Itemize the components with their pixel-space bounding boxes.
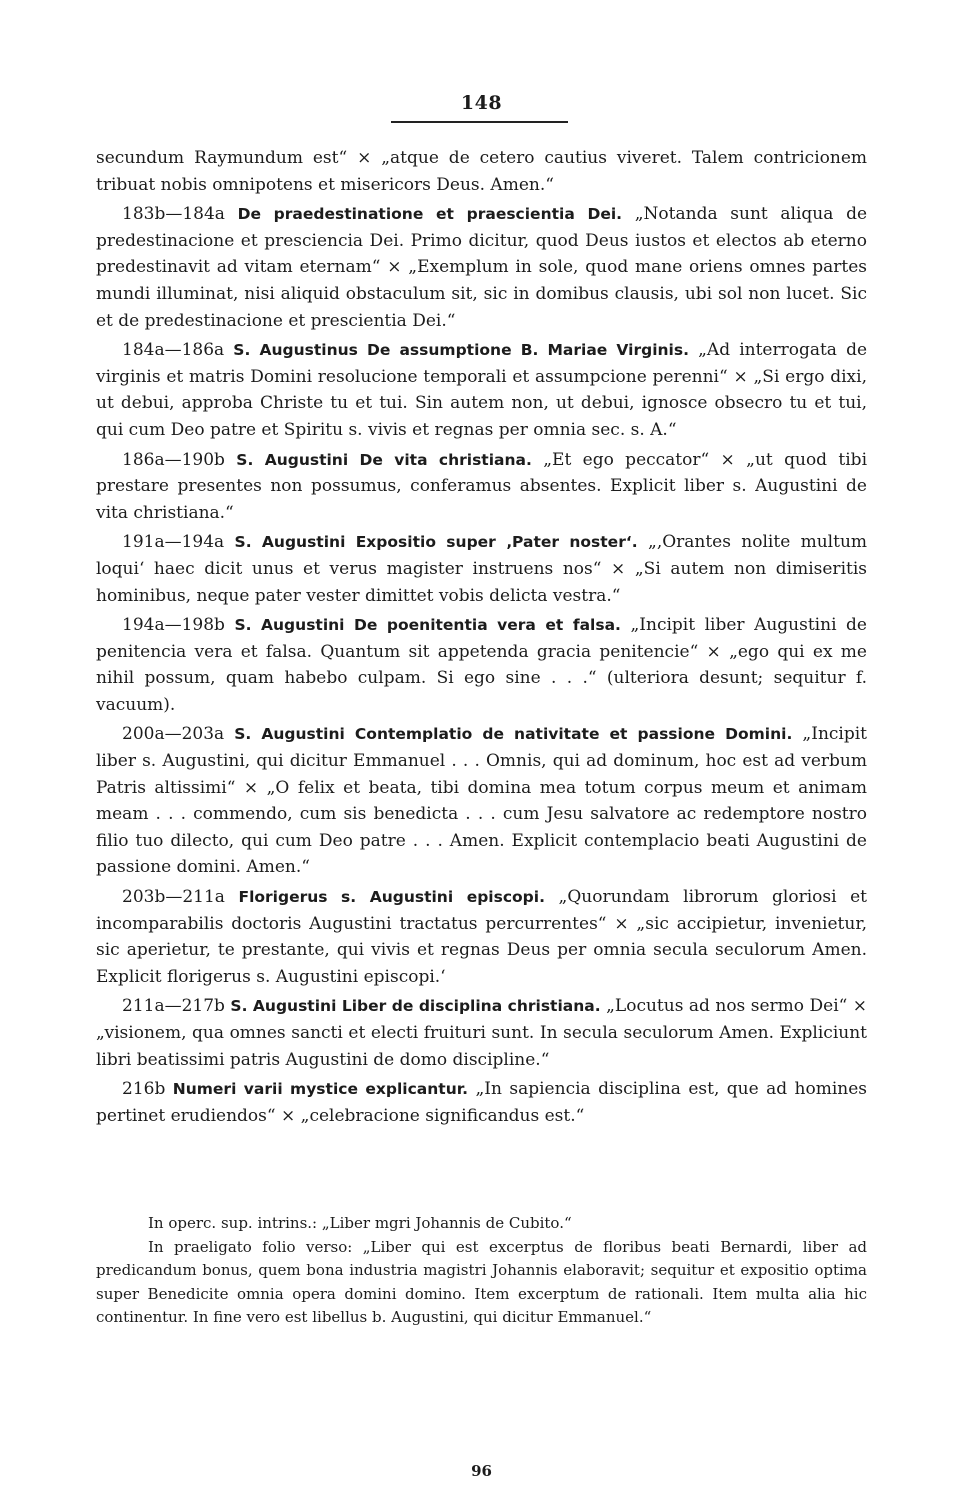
entry-title: Florigerus s. Augustini episcopi. [238,888,545,907]
folio-reference: 211a—217b [122,996,225,1017]
note-flyleaf: In praeligato folio verso: „Liber qui est excerptus de floribus beati Bernardi, liber ad predicandum bonus, quem bona industria magistri Johannis elaboravit; sequitur et expositio optima super Benedicite omnia opera domini domino. Item excerptum de rationali. Item multa alia hic continentur. In fine vero est libellus b. Augustini, qui dicitur Emmanuel.“ [96,1237,867,1326]
entry-text: „‚Orantes nolite multum loqui‘ haec dicit unus et verus magister instruens nos“ × „Si autem non dimiseritis hominibus, neque pater vester dimittet vobis delicta vestra.“ [96,532,868,606]
folio-reference: 184a—186a [122,340,225,361]
entry-text: „Notanda sunt aliqua de predestinacione et presciencia Dei. Primo dicitur, quod Deus iustos et electos ab eterno predestinavit ad vitam eternam“ × „Exemplum in sole, quod mane oriens omnes partes mundi illuminat, nisi aliquid obstaculum sit, sic in domibus clausis, ubi sol non lucet. Sic et de predestinacione et prescientia Dei.“ [96,204,868,331]
catalog-entry [96,201,867,334]
catalog-body [96,145,867,1132]
entry-title: S. Augustini Liber de disciplina christiana. [230,997,601,1016]
footnotes [96,1212,867,1330]
catalog-entry [96,1076,867,1129]
catalog-entry [96,529,867,609]
catalog-entry [96,337,867,443]
entry-title: S. Augustini De poenitentia vera et falsa. [234,616,621,635]
entry-text: secundum Raymundum est“ × „atque de cetero cautius viveret. Talem contricionem tribuat nobis omnipotens et misericors Deus. Amen.“ [96,148,867,195]
entry-text: „Et ego peccator“ × „ut quod tibi prestare presentes non possumus, conferamus absentes. Explicit liber s. Augustini de vita christiana.“ [96,449,868,523]
catalog-entry-continuation [96,145,867,198]
entry-title: S. Augustini Expositio super ‚Pater noster‘. [234,533,638,552]
entry-title: Numeri varii mystice explicantur. [172,1080,469,1099]
catalog-entry [96,447,867,527]
entry-text: „Incipit liber Augustini de penitencia vera et falsa. Quantum sit appetenda gracia penitencie“ × „ego qui ex me nihil possum, quam habebo culpam. Si ego sine . . .“ (ulteriora desunt; sequitur f. vacuum). [96,615,867,715]
folio-reference: 200a—203a [122,724,225,745]
entry-title: S. Augustinus De assumptione B. Mariae Virginis. [233,341,689,360]
header-rule [391,121,568,123]
catalog-entry [96,993,867,1073]
folio-reference: 194a—198b [122,615,225,636]
signature-number: 96 [471,1462,492,1480]
entry-text: „Ad interrogata de virginis et matris Domini resolucione temporali et assumpcione perenni“ × „Si ergo dixi, ut debui, approba Christe tu et tui. Sin autem non, ut debui, ignosce obsecro tu et tui, qui cum Deo patre et Spiritu s. vivis et regnas per omnia sec. s. A.“ [96,340,868,440]
catalog-entry [96,721,867,881]
entry-title: S. Augustini Contemplatio de nativitate et passione Domini. [234,725,793,744]
page-number: 148 [460,92,503,114]
entry-text: „In sapiencia disciplina est, que ad homines pertinet erudiendos“ × „celebracione significandus est.“ [96,1079,868,1126]
entry-title: De praedestinatione et praescientia Dei. [237,205,623,224]
folio-reference: 216b [122,1079,166,1100]
catalog-entry [96,612,867,718]
entry-text: „Incipit liber s. Augustini, qui dicitur Emmanuel . . . Omnis, qui ad dominum, hoc est ad verbum Patris altissimi“ × „O felix et beata, tibi domina mea totum corpus meum et animam meam . . . commendo, cum sis benedicta . . . cum Jesu salvatore ac redemptore nostro filio tuo dilecto, qui cum Deo patre . . . Amen. Explicit contemplacio beati Augustini de passione domini. Amen.“ [96,724,868,878]
entry-title: S. Augustini De vita christiana. [236,450,532,469]
entry-text: „Locutus ad nos sermo Dei“ × „visionem, qua omnes sancti et electi fruituri sunt. In secula seculorum Amen. Expliciunt libri beatissimi patris Augustini de domo discipline.“ [96,996,868,1070]
entry-text: „Quorundam librorum gloriosi et incomparabilis doctoris Augustini tractatus percurrentes“ × „sic accipietur, invenietur, sic aperietur, te prestante, qui vivis et regnas Deus per omnia secula seculorum Amen. Explicit florigerus s. Augustini episcopi.‘ [96,887,868,987]
catalog-entry [96,884,867,990]
folio-reference: 203b—211a [122,887,225,908]
folio-reference: 191a—194a [122,532,225,553]
document-page [96,0,867,1512]
note-binding: In operc. sup. intrins.: „Liber mgri Johannis de Cubito.“ [148,1214,572,1232]
folio-reference: 183b—184a [122,204,225,225]
folio-reference: 186a—190b [122,449,225,470]
